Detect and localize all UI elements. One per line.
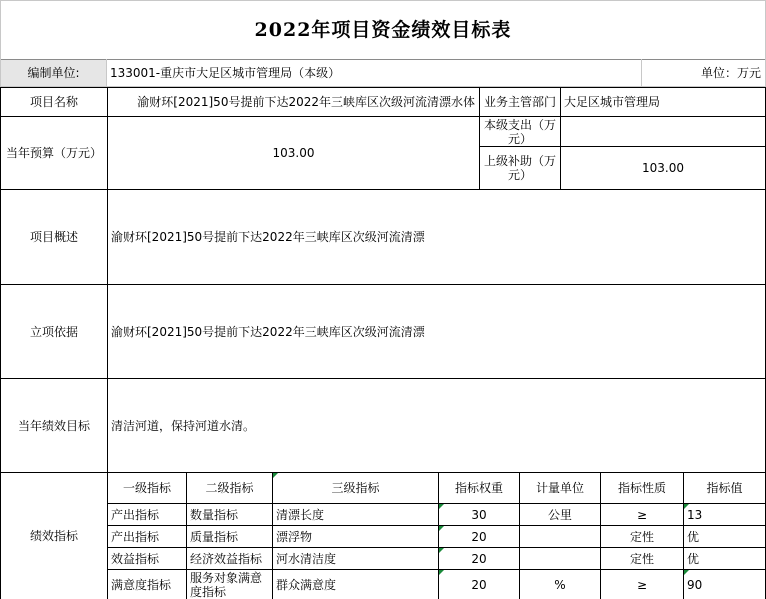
budget-value: 103.00 bbox=[272, 146, 315, 160]
col-header: 指标性质 bbox=[617, 481, 666, 495]
col-header: 指标权重 bbox=[454, 481, 503, 495]
project-name-value: 渝财环[2021]50号提前下达2022年三峡库区次级河流清漂水体 bbox=[137, 95, 475, 109]
table-cell: 河水清洁度 bbox=[276, 551, 337, 566]
page-title: 2022年项目资金绩效目标表 bbox=[254, 18, 512, 41]
col-header: 指标值 bbox=[706, 481, 743, 495]
unit-value: 133001-重庆市大足区城市管理局（本级） bbox=[110, 66, 341, 80]
table-cell: 漂浮物 bbox=[276, 529, 313, 544]
cell-marker-icon bbox=[684, 570, 689, 575]
overview-value: 渝财环[2021]50号提前下达2022年三峡库区次级河流清漂 bbox=[111, 230, 425, 244]
table-cell: ≥ bbox=[636, 577, 648, 592]
cell-marker-icon bbox=[273, 473, 278, 478]
unit-label: 编制单位: bbox=[1, 60, 106, 86]
table-cell: 公里 bbox=[547, 507, 572, 522]
subsidy-label: 上级补助（万元） bbox=[483, 154, 556, 182]
cell-marker-icon bbox=[439, 570, 444, 575]
table-cell: 群众满意度 bbox=[276, 577, 337, 592]
table-cell: % bbox=[554, 577, 566, 592]
table-cell: 清漂长度 bbox=[276, 507, 325, 522]
table-cell: 优 bbox=[687, 529, 700, 544]
table-cell: 服务对象满意度指标 bbox=[190, 570, 263, 599]
basis-value: 渝财环[2021]50号提前下达2022年三峡库区次级河流清漂 bbox=[111, 324, 425, 339]
goal-value: 清洁河道，保持河道水清。 bbox=[111, 418, 256, 433]
col-header: 三级指标 bbox=[331, 481, 380, 495]
goal-label: 当年绩效目标 bbox=[17, 418, 90, 433]
own-spend-label: 本级支出（万元） bbox=[483, 117, 556, 146]
cell-marker-icon bbox=[439, 548, 444, 553]
indicators-label: 绩效指标 bbox=[29, 529, 78, 543]
table-cell bbox=[520, 548, 600, 569]
col-header: 一级指标 bbox=[122, 481, 171, 495]
table-cell: 20 bbox=[471, 577, 487, 592]
cell-marker-icon bbox=[439, 526, 444, 531]
table-cell: ≥ bbox=[636, 507, 648, 522]
col-header: 二级指标 bbox=[205, 481, 254, 495]
currency-unit: 单位：万元 bbox=[700, 66, 761, 80]
budget-label: 当年预算（万元） bbox=[5, 146, 102, 160]
subsidy-value: 103.00 bbox=[642, 161, 684, 175]
cell-marker-icon bbox=[684, 504, 689, 509]
table-cell: 定性 bbox=[629, 551, 654, 566]
overview-label: 项目概述 bbox=[29, 230, 78, 244]
dept-value: 大足区城市管理局 bbox=[564, 95, 661, 109]
col-header: 计量单位 bbox=[535, 481, 584, 495]
own-spend-value bbox=[561, 117, 765, 146]
table-cell: 数量指标 bbox=[190, 507, 239, 522]
table-cell: 20 bbox=[471, 551, 487, 566]
table-cell: 经济效益指标 bbox=[190, 551, 263, 566]
table-cell: 产出指标 bbox=[111, 529, 160, 544]
table-cell: 质量指标 bbox=[190, 529, 239, 544]
table-cell: 效益指标 bbox=[111, 551, 160, 566]
table-cell: 定性 bbox=[629, 529, 654, 544]
basis-label: 立项依据 bbox=[29, 324, 78, 339]
table-cell: 90 bbox=[687, 577, 703, 592]
cell-marker-icon bbox=[439, 504, 444, 509]
table-cell bbox=[520, 526, 600, 547]
table-cell: 产出指标 bbox=[111, 507, 160, 522]
table-cell: 13 bbox=[687, 507, 703, 522]
table-cell: 优 bbox=[687, 551, 700, 566]
project-name-label: 项目名称 bbox=[29, 95, 78, 109]
table-cell: 20 bbox=[471, 529, 487, 544]
table-cell: 满意度指标 bbox=[111, 577, 172, 592]
table-cell: 30 bbox=[471, 507, 487, 522]
dept-label: 业务主管部门 bbox=[483, 95, 556, 109]
